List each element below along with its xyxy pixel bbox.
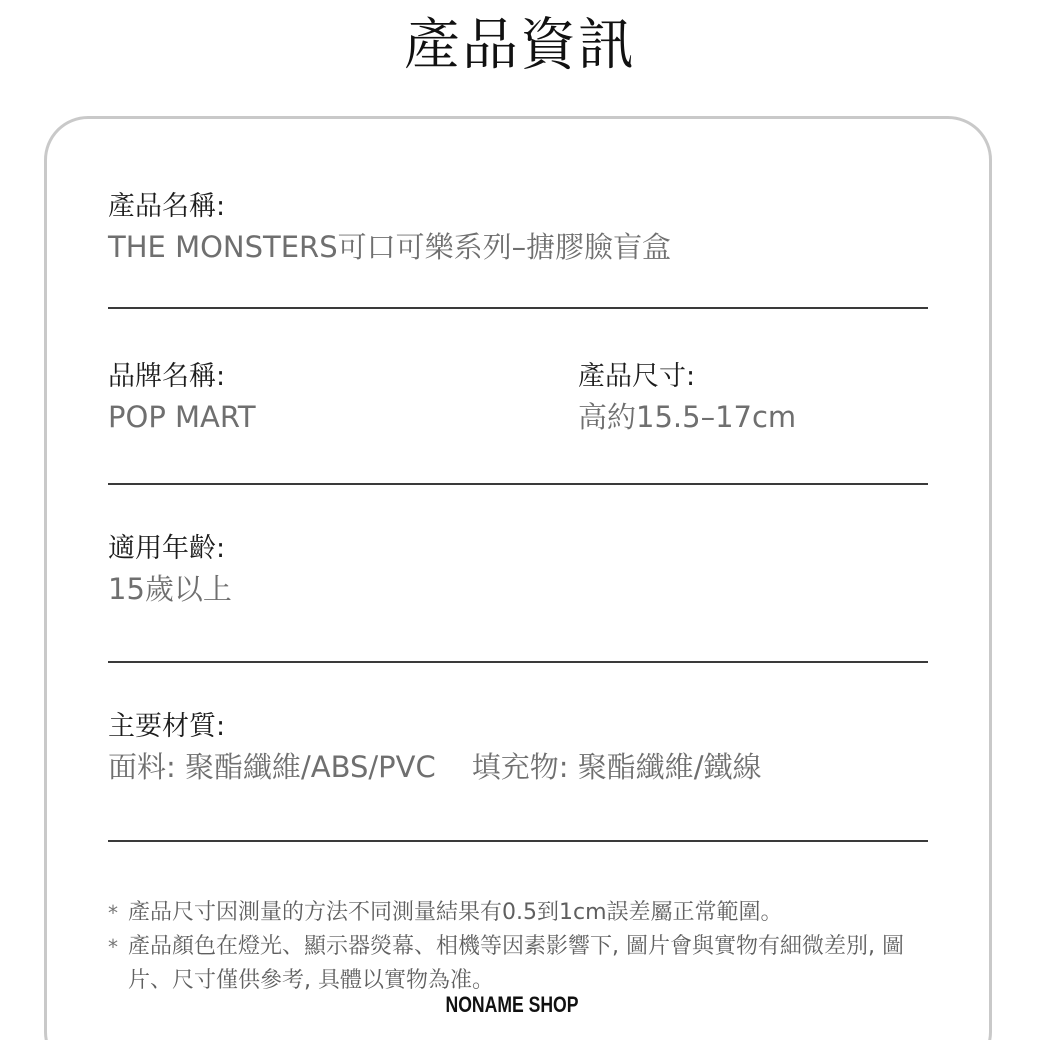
product-name-label: 產品名稱:	[108, 191, 226, 222]
notes	[108, 896, 938, 998]
age-value: 15歲以上	[108, 572, 232, 606]
material-label: 主要材質:	[108, 711, 226, 742]
note-text: 產品顏色在燈光、顯示器熒幕、相機等因素影響下, 圖片會與實物有細微差別, 圖片、尺寸僅供參考, 具體以實物為准。	[128, 934, 904, 993]
shop-brand: NONAME SHOP	[445, 992, 579, 1017]
brand-name-label: 品牌名稱:	[108, 361, 226, 392]
divider	[108, 661, 928, 663]
material-field	[108, 710, 762, 786]
material-fabric: 面料: 聚酯纖維/ABS/PVC	[108, 750, 436, 784]
product-size-label: 產品尺寸:	[578, 361, 696, 392]
note-bullet: *	[108, 901, 118, 925]
brand-name-value: POP MART	[108, 400, 256, 434]
page-title: 產品資訊	[404, 13, 636, 78]
note-item	[108, 930, 938, 998]
product-size-field	[578, 360, 796, 436]
note-text: 產品尺寸因測量的方法不同測量結果有0.5到1cm誤差屬正常範圍。	[128, 900, 783, 925]
divider	[108, 307, 928, 309]
brand-name-field	[108, 360, 256, 436]
age-label: 適用年齡:	[108, 533, 226, 564]
product-name-field	[108, 190, 671, 266]
divider	[108, 483, 928, 485]
product-size-value: 高約15.5–17cm	[578, 400, 797, 434]
note-item	[108, 896, 938, 930]
divider	[108, 840, 928, 842]
age-field	[108, 532, 232, 608]
material-value	[108, 748, 762, 786]
material-filling: 填充物: 聚酯纖維/鐵線	[471, 750, 762, 784]
note-bullet: *	[108, 935, 118, 959]
product-name-value: THE MONSTERS可口可樂系列–搪膠臉盲盒	[108, 230, 672, 264]
